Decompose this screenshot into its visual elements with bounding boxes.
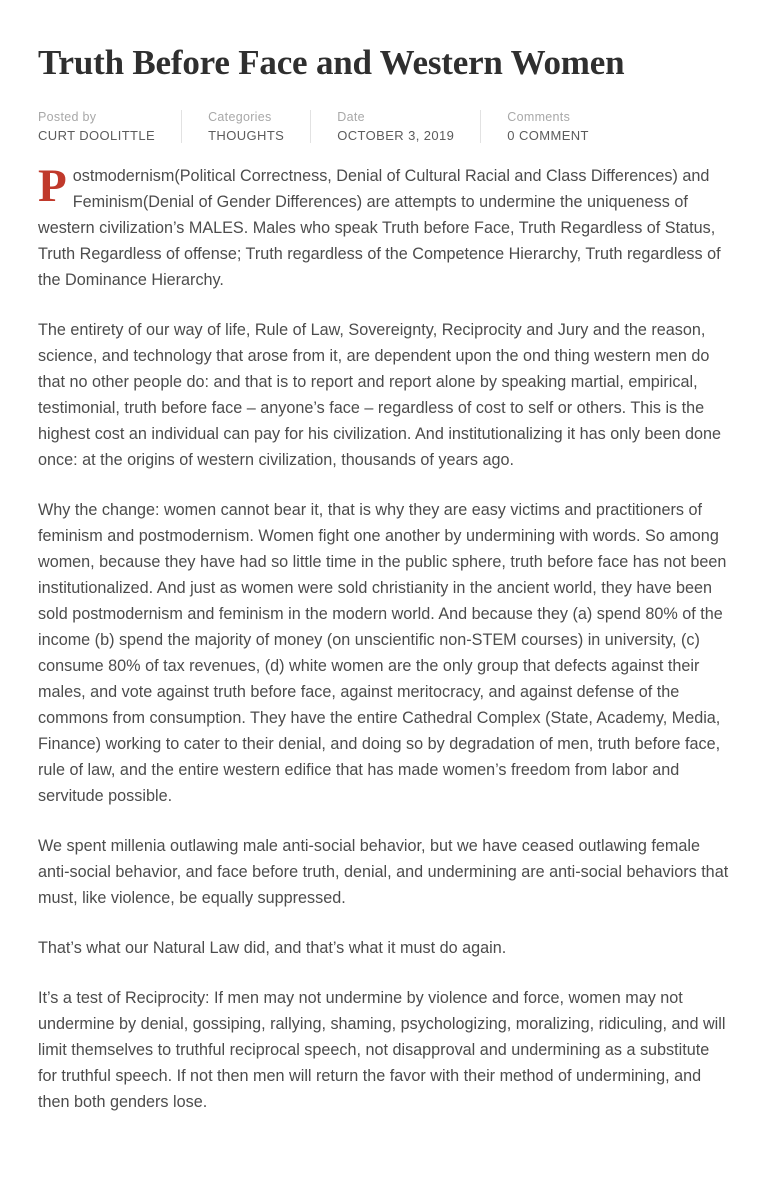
article-body (38, 160, 731, 1115)
paragraph-1-text: ostmodernism(Political Correctness, Denial of Cultural Racial and Class Differences) and Feminism(Denial of Gender Differences) are attempts to undermine the uniqueness of western civilization’s MALES. Males who speak Truth before Face, Truth Regardless of Status, Truth Regardless of offense; Truth regardless of the Competence Hierarchy, Truth regardless of the Dominance Hierarchy. (38, 167, 721, 289)
meta-comments-label: Comments (507, 110, 571, 124)
meta-date-label: Date (337, 110, 365, 124)
paragraph-2: The entirety of our way of life, Rule of Law, Sovereignty, Reciprocity and Jury and the reason, science, and technology that arose from it, are dependent upon the ond thing western men do that no other people do: and that is to report and report alone by speaking martial, empirical, testimonial, truth before face – anyone’s face – regardless of cost to self or others. This is the highest cost an individual can pay for his civilization. And institutionalizing it has only been done once: at the origins of western civilization, thousands of years ago. (38, 321, 721, 469)
article-meta-bar (38, 110, 731, 143)
meta-categories (208, 110, 311, 143)
meta-comments-value[interactable]: 0 COMMENT (507, 128, 589, 143)
meta-date (337, 110, 481, 143)
page-title: Truth Before Face and Western Women (38, 43, 625, 82)
meta-author (38, 110, 182, 143)
meta-comments (507, 110, 589, 143)
dropcap: P (38, 160, 67, 212)
meta-date-value: OCTOBER 3, 2019 (337, 128, 455, 143)
meta-categories-label: Categories (208, 110, 272, 124)
meta-categories-value[interactable]: THOUGHTS (208, 128, 285, 143)
paragraph-3: Why the change: women cannot bear it, that is why they are easy victims and practitioners of feminism and postmodernism. Women fight one another by undermining with words. So among women, because they have had so little time in the public sphere, truth before face has not been institutionalized. And just as women were sold christianity in the ancient world, they have been sold postmodernism and feminism in the modern world. And because they (a) spend 80% of the income (b) spend the majority of money (on unscientific non-STEM courses) in university, (c) consume 80% of tax revenues, (d) white women are the only group that defects against their males, and vote against truth before face, against meritocracy, and against defense of the commons from consumption. They have the entire Cathedral Complex (State, Academy, Media, Finance) working to cater to their denial, and doing so by degradation of men, truth before face, rule of law, and the entire western edifice that has made women’s freedom from labor and servitude possible. (38, 501, 727, 805)
paragraph-1 (38, 160, 731, 293)
paragraph-4: We spent millenia outlawing male anti-social behavior, but we have ceased outlawing female anti-social behavior, and face before truth, denial, and undermining are anti-social behaviors that must, like violence, be equally suppressed. (38, 837, 729, 907)
meta-author-value[interactable]: CURT DOOLITTLE (38, 128, 156, 143)
meta-author-label: Posted by (38, 110, 97, 124)
paragraph-5: That’s what our Natural Law did, and that’s what it must do again. (38, 939, 507, 957)
paragraph-6: It’s a test of Reciprocity: If men may not undermine by violence and force, women may not undermine by denial, gossiping, rallying, shaming, psychologizing, moralizing, ridiculing, and will limit themselves to truthful reciprocal speech, not disapproval and undermining as a substitute for truthful speech. If not then men will return the favor with their method of undermining, and then both genders lose. (38, 989, 726, 1111)
